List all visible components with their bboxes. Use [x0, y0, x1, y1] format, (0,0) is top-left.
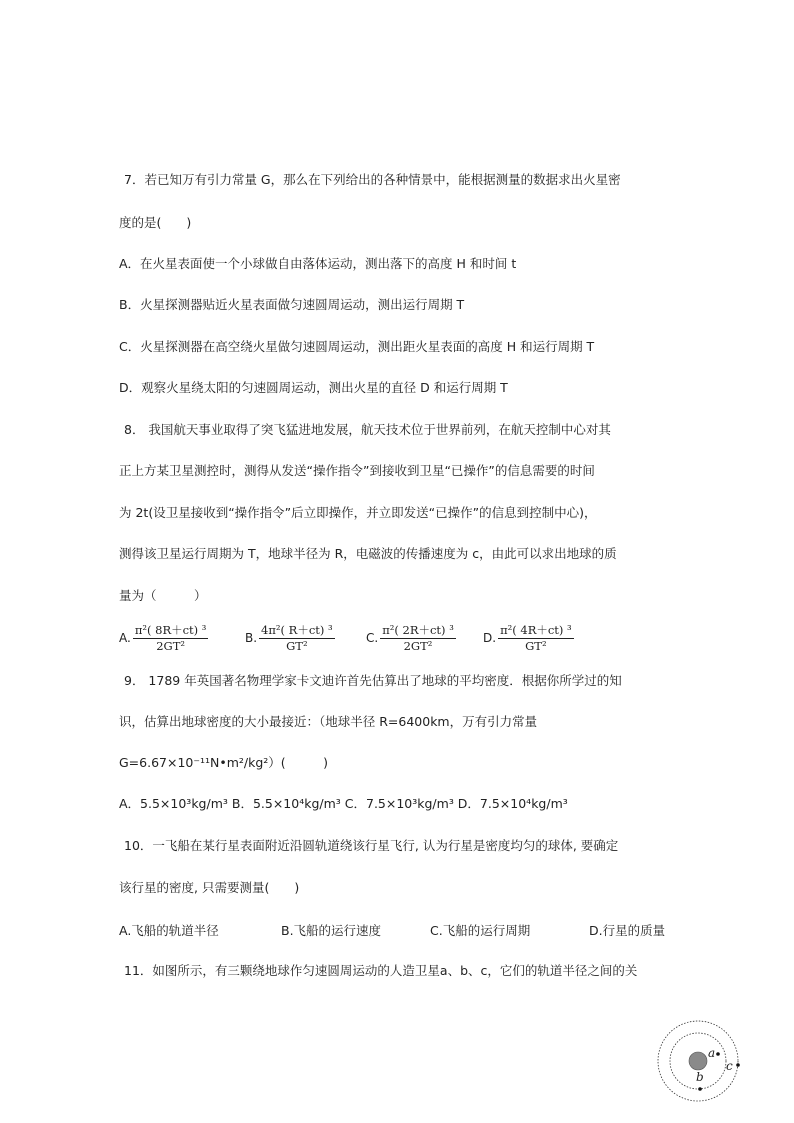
- q8-line1: 8． 我国航天事业取得了突飞猛进地发展，航天技术位于世界前列，在航天控制中心对其: [124, 422, 611, 437]
- q7-line1: 7．若已知万有引力常量 G，那么在下列给出的各种情景中，能根据测量的数据求出火星密: [124, 172, 621, 187]
- q9-line1: 9． 1789 年英国著名物理学家卡文迪许首先估算出了地球的平均密度．根据你所学过的知: [124, 673, 622, 688]
- q8-line4: 测得该卫星运行周期为 T，地球半径为 R，电磁波的传播速度为 c，由此可以求出地球的质: [119, 546, 617, 561]
- q7-option-d: D．观察火星绕太阳的匀速圆周运动，测出火星的直径 D 和运行周期 T: [119, 380, 508, 395]
- q8-options: [119, 618, 719, 658]
- q8-line5: 量为（ ）: [119, 588, 207, 603]
- fraction: [133, 623, 209, 654]
- q8-option-a: [119, 618, 208, 658]
- label-b: b: [696, 1070, 704, 1084]
- satellite-b: [698, 1087, 702, 1091]
- q8-option-d: [483, 618, 574, 658]
- fraction-denominator: GT²: [525, 638, 547, 653]
- earth-icon: [689, 1052, 707, 1070]
- q10-option-b: B.飞船的运行速度: [281, 923, 382, 938]
- fraction-denominator: GT²: [286, 638, 308, 653]
- label-c: c: [726, 1059, 733, 1073]
- q9-line2: 识，估算出地球密度的大小最接近：（地球半径 R=6400km，万有引力常量: [119, 714, 538, 729]
- q8-option-b: [245, 618, 335, 658]
- fraction: [380, 623, 456, 654]
- label-a: a: [708, 1046, 716, 1060]
- orbit-diagram: [654, 1019, 744, 1109]
- fraction: [259, 623, 335, 654]
- q10-line2: 该行星的密度, 只需要测量( ): [119, 880, 300, 895]
- option-label: D.: [483, 631, 497, 645]
- fraction-numerator: π²( 8R＋ct) ³: [134, 622, 207, 637]
- q9-options: A．5.5×10³kg/m³ B．5.5×10⁴kg/m³ C．7.5×10³kg/m³ D．7.5×10⁴kg/m³: [119, 796, 568, 811]
- fraction-numerator: 4π²( R＋ct) ³: [261, 622, 333, 637]
- q8-option-c: [366, 618, 456, 658]
- fraction: [498, 623, 574, 654]
- q7-option-c: C．火星探测器在高空绕火星做匀速圆周运动，测出距火星表面的高度 H 和运行周期 T: [119, 339, 595, 354]
- option-label: B.: [245, 631, 258, 645]
- fraction-numerator: π²( 4R＋ct) ³: [500, 622, 572, 637]
- satellite-a: [716, 1052, 720, 1056]
- q10-option-c: C.飞船的运行周期: [430, 923, 531, 938]
- q7-option-a: A．在火星表面使一个小球做自由落体运动，测出落下的高度 H 和时间 t: [119, 256, 517, 271]
- fraction-denominator: 2GT²: [156, 638, 186, 653]
- q11-line1: 11．如图所示，有三颗绕地球作匀速圆周运动的人造卫星a、b、c，它们的轨道半径之间的关: [124, 963, 638, 978]
- satellite-c: [736, 1063, 740, 1067]
- q8-line2: 正上方某卫星测控时，测得从发送“操作指令”到接收到卫星“已操作”的信息需要的时间: [119, 463, 595, 478]
- fraction-denominator: 2GT²: [403, 638, 433, 653]
- q10-option-a: A.飞船的轨道半径: [119, 923, 219, 938]
- option-label: C.: [366, 631, 379, 645]
- q8-line3: 为 2t(设卫星接收到“操作指令”后立即操作，并立即发送“已操作”的信息到控制中心)，: [119, 505, 597, 520]
- q9-line3: G=6.67×10⁻¹¹N•m²/kg²）( ): [119, 755, 329, 770]
- q10-option-d: D.行星的质量: [589, 923, 666, 938]
- q7-line2: 度的是( ): [119, 215, 192, 230]
- option-label: A.: [119, 631, 131, 645]
- q10-line1: 10．一飞船在某行星表面附近沿圆轨道绕该行星飞行, 认为行星是密度均匀的球体, 要确定: [124, 838, 619, 853]
- fraction-numerator: π²( 2R＋ct) ³: [382, 622, 454, 637]
- q7-option-b: B．火星探测器贴近火星表面做匀速圆周运动，测出运行周期 T: [119, 297, 465, 312]
